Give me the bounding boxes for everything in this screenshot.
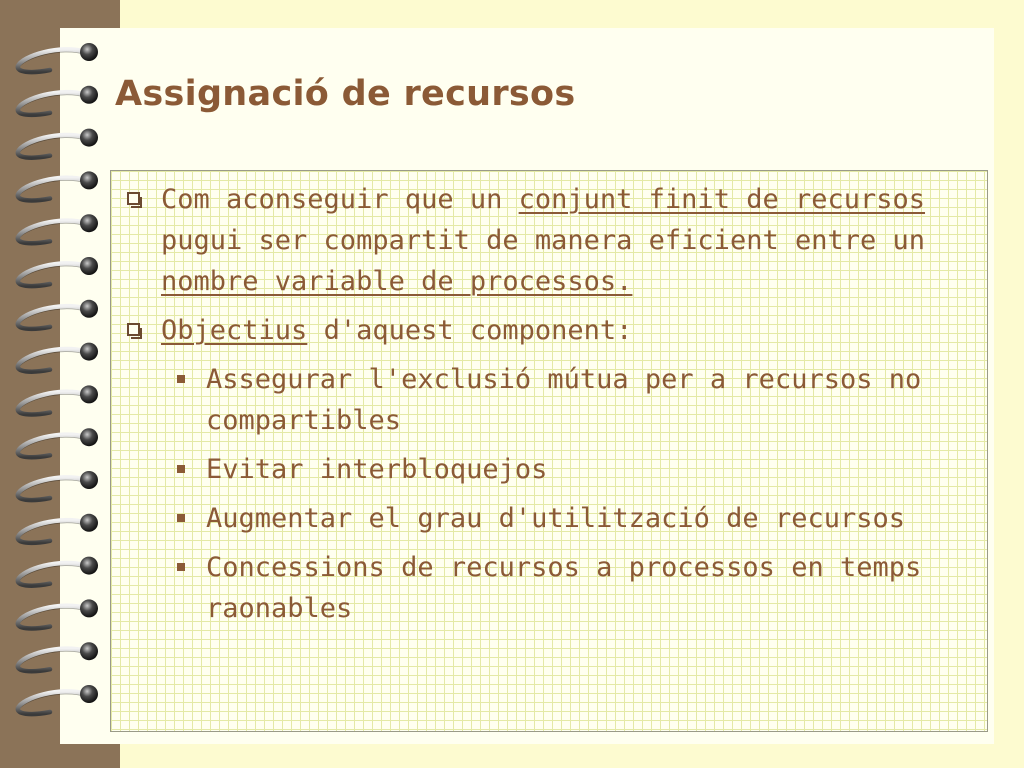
spiral-ring-icon xyxy=(18,599,98,628)
sub-bullet-item xyxy=(123,449,975,490)
sub-bullet-text: Assegurar l'exclusió mútua per a recursos no compartibles xyxy=(206,364,922,436)
bullet-text xyxy=(161,315,632,346)
underlined-text: conjunt finit de recursos xyxy=(518,184,926,215)
spiral-ring-icon xyxy=(18,214,98,243)
bullet-item xyxy=(123,179,975,302)
checkbox-icon xyxy=(127,192,140,205)
text-run: pugui ser compartit de manera eficient entre un xyxy=(161,225,926,256)
spiral-ring-icon xyxy=(18,685,98,714)
spiral-binding xyxy=(0,0,120,768)
spiral-ring-icon xyxy=(18,642,98,671)
slide-title: Assignació de recursos xyxy=(115,74,576,114)
sub-bullet-item xyxy=(123,547,975,629)
text-run: Com aconseguir que un xyxy=(161,184,519,215)
underlined-text: nombre variable de processos. xyxy=(161,266,633,297)
spiral-ring-icon xyxy=(18,343,98,372)
sub-bullet-item xyxy=(123,498,975,539)
square-bullet-icon xyxy=(177,375,185,383)
text-run: d'aquest component: xyxy=(307,315,633,346)
spiral-ring-icon xyxy=(18,300,98,329)
spiral-ring-icon xyxy=(18,86,98,115)
content-box xyxy=(110,170,988,732)
spiral-ring-icon xyxy=(18,385,98,414)
sub-bullet-text: Concessions de recursos a processos en temps raonables xyxy=(206,552,922,624)
spiral-ring-icon xyxy=(18,129,98,158)
spiral-ring-icon xyxy=(18,428,98,457)
spiral-ring-icon xyxy=(18,557,98,586)
bullet-list xyxy=(123,179,975,637)
spiral-ring-icon xyxy=(18,171,98,200)
sub-bullet-item xyxy=(123,359,975,441)
spiral-ring-icon xyxy=(18,514,98,543)
spiral-ring-icon xyxy=(18,43,98,72)
underlined-text: Objectius xyxy=(161,315,308,346)
square-bullet-icon xyxy=(177,465,185,473)
sub-bullet-text: Evitar interbloquejos xyxy=(206,454,548,485)
sub-bullet-text: Augmentar el grau d'utilització de recursos xyxy=(206,503,905,534)
checkbox-icon xyxy=(127,323,140,336)
bullet-text xyxy=(161,184,925,297)
square-bullet-icon xyxy=(177,514,185,522)
spiral-ring-icon xyxy=(18,471,98,500)
bullet-item xyxy=(123,310,975,351)
spiral-ring-icon xyxy=(18,257,98,286)
square-bullet-icon xyxy=(177,563,185,571)
